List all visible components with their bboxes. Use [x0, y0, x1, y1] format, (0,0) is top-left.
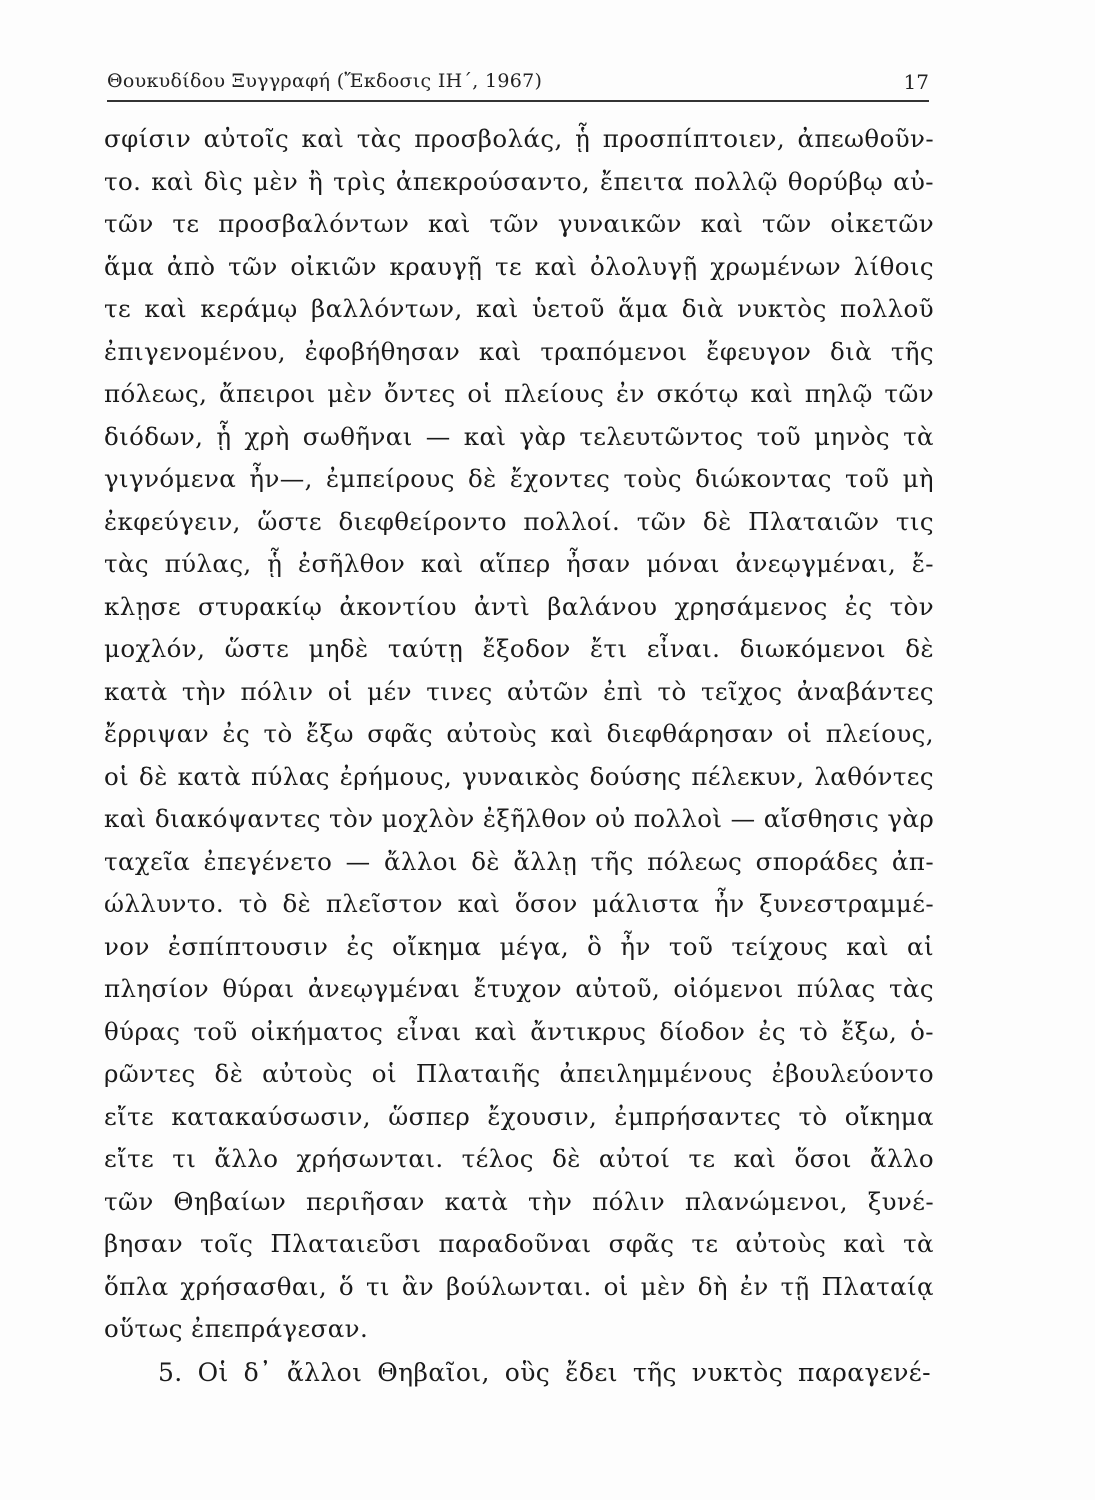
text-line: κατὰ τὴν πόλιν οἱ μέν τινες αὐτῶν ἐπὶ τὸ τεῖχος ἀναβάντες [104, 676, 934, 706]
text-line: πόλεως, ἄπειροι μὲν ὄντες οἱ πλείους ἐν σκότῳ καὶ πηλῷ τῶν [104, 379, 934, 408]
text-line: ἅμα ἀπὸ τῶν οἰκιῶν κραυγῇ τε καὶ ὀλολυγῇ χρωμένων λίθοις [104, 251, 934, 281]
text-line: οὕτως ἐπεπράγεσαν. [104, 1314, 369, 1343]
text-line: το. καὶ δὶς μὲν ἢ τρὶς ἀπεκρούσαντο, ἔπειτα πολλῷ θορύβῳ αὐ- [104, 166, 934, 196]
text-line: ἔρριψαν ἐς τὸ ἔξω σφᾶς αὐτοὺς καὶ διεφθάρησαν οἱ πλείους, [104, 719, 934, 748]
section-5-start: 5. Οἱ δ᾽ ἄλλοι Θηβαῖοι, οὓς ἔδει τῆς νυκτὸς παραγενέ- [158, 1358, 931, 1387]
text-line: εἴτε τι ἄλλο χρήσωνται. τέλος δὲ αὐτοί τε καὶ ὅσοι ἄλλο [104, 1144, 934, 1173]
text-line: κλῃσε στυρακίῳ ἀκοντίου ἀντὶ βαλάνου χρησάμενος ἐς τὸν [104, 591, 934, 621]
body-text [104, 118, 934, 1351]
text-line: εἴτε κατακαύσωσιν, ὥσπερ ἔχουσιν, ἐμπρήσαντες τὸ οἴκημα [104, 1101, 934, 1131]
page-number: 17 [903, 70, 929, 94]
running-header [107, 60, 929, 100]
text-line: οἱ δὲ κατὰ πύλας ἐρήμους, γυναικὸς δούσης πέλεκυν, λαθόντες [104, 761, 934, 791]
text-line: βησαν τοῖς Πλαταιεῦσι παραδοῦναι σφᾶς τε αὐτοὺς καὶ τὰ [104, 1229, 934, 1258]
text-line: σφίσιν αὐτοῖς καὶ τὰς προσβολάς, ᾗ προσπίπτοιεν, ἀπεωθοῦν- [104, 124, 934, 153]
text-line: τῶν τε προσβαλόντων καὶ τῶν γυναικῶν καὶ τῶν οἰκετῶν [104, 209, 934, 238]
header-title: Θουκυδίδου Ξυγγραφή (Ἔκδοσις ΙΗ΄, 1967) [107, 70, 543, 92]
text-line: τῶν Θηβαίων περιῆσαν κατὰ τὴν πόλιν πλανώμενοι, ξυνέ- [104, 1186, 934, 1216]
text-line: ἐπιγενομένου, ἐφοβήθησαν καὶ τραπόμενοι ἔφευγον διὰ τῆς [104, 336, 934, 366]
text-line: ρῶντες δὲ αὐτοὺς οἱ Πλαταιῆς ἀπειλημμένους ἐβουλεύοντο [104, 1059, 934, 1088]
text-line: τε καὶ κεράμῳ βαλλόντων, καὶ ὑετοῦ ἅμα διὰ νυκτὸς πολλοῦ [104, 294, 934, 323]
header-divider [107, 100, 929, 102]
text-line: ὅπλα χρήσασθαι, ὅ τι ἂν βούλωνται. οἱ μὲν δὴ ἐν τῇ Πλαταίᾳ [104, 1271, 934, 1301]
text-line: νον ἐσπίπτουσιν ἐς οἴκημα μέγα, ὃ ἦν τοῦ τείχους καὶ αἱ [104, 931, 934, 961]
text-line: τὰς πύλας, ᾗ ἐσῆλθον καὶ αἵπερ ἦσαν μόναι ἀνεῳγμέναι, ἔ- [104, 549, 934, 578]
text-line: μοχλόν, ὥστε μηδὲ ταύτῃ ἔξοδον ἔτι εἶναι. διωκόμενοι δὲ [104, 634, 934, 663]
text-line: ώλλυντο. τὸ δὲ πλεῖστον καὶ ὅσον μάλιστα ἦν ξυνεστραμμέ- [104, 889, 934, 918]
text-line: καὶ διακόψαντες τὸν μοχλὸν ἐξῆλθον οὐ πολλοὶ — αἴσθησις γὰρ [104, 804, 935, 833]
text-line: θύρας τοῦ οἰκήματος εἶναι καὶ ἄντικρυς δίοδον ἐς τὸ ἔξω, ὁ- [104, 1016, 934, 1046]
text-line: ἐκφεύγειν, ὥστε διεφθείροντο πολλοί. τῶν δὲ Πλαταιῶν τις [104, 506, 934, 536]
text-line: ταχεῖα ἐπεγένετο — ἄλλοι δὲ ἄλλῃ τῆς πόλεως σποράδες ἀπ- [104, 846, 934, 876]
text-line: γιγνόμενα ἦν—, ἐμπείρους δὲ ἔχοντες τοὺς διώκοντας τοῦ μὴ [104, 464, 934, 493]
text-line: πλησίον θύραι ἀνεῳγμέναι ἔτυχον αὐτοῦ, οἰόμενοι πύλας τὰς [104, 974, 934, 1003]
text-line: διόδων, ᾗ χρὴ σωθῆναι — καὶ γὰρ τελευτῶντος τοῦ μηνὸς τὰ [104, 421, 934, 451]
